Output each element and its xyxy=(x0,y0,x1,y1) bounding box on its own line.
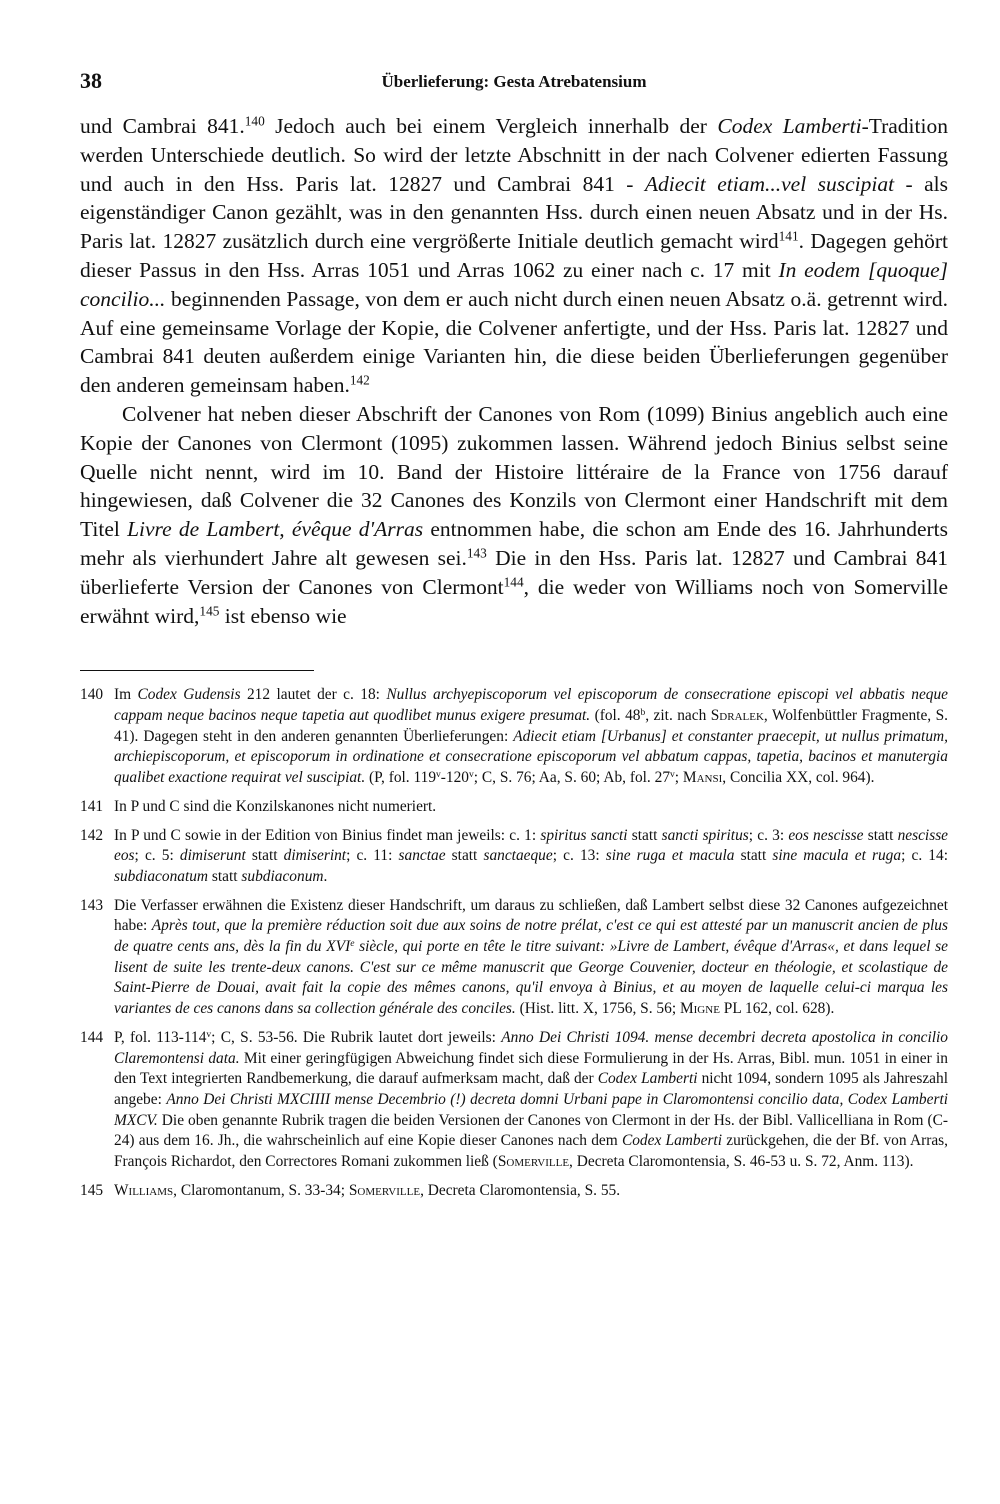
text-run: -Tradition werden Unterschiede deutlich. So wird der letzte Abschnitt in der nach Colvener edierten Fassung und auch in den Hss. Paris lat. 12827 und Cambrai 841 - xyxy=(80,114,948,196)
italic-text: Nullus archyepiscoporum vel episcoporum de consecratione episcopi vel abbatis neque cappam neque bacinos neque tapetia aut quodlibet munus exigere presumat. xyxy=(114,686,948,725)
small-caps-name: Migne xyxy=(679,1000,720,1018)
text-run: ; c. 11: xyxy=(346,847,399,865)
italic-text: eos nescisse xyxy=(788,826,864,844)
footnote xyxy=(80,797,948,818)
text-run: statt xyxy=(245,847,284,865)
italic-text: sine macula et ruga xyxy=(772,847,902,865)
italic-text: Livre de Lambert, évêque d'Arras xyxy=(127,517,424,542)
text-run: Jedoch auch bei einem Vergleich innerhalb der xyxy=(264,114,718,138)
text-run: In P und C sind die Konzilskanones nicht numeriert. xyxy=(114,797,437,815)
superscript: 144 xyxy=(503,574,524,590)
text-run: zurückgehen, die der Bf. von Arras, François Richardot, den Correctores Romani zukommen ließ ( xyxy=(114,1132,948,1171)
text-run: , Concilia XX, col. 964). xyxy=(722,769,875,787)
small-caps-name: Somerville xyxy=(497,1153,570,1171)
superscript: 141 xyxy=(778,228,799,244)
text-run: (P, fol. 119 xyxy=(365,769,437,787)
text-run: (fol. 48 xyxy=(590,707,641,725)
footnotes xyxy=(80,685,948,1201)
text-run: ; c. 14: xyxy=(901,847,948,865)
text-run: ist ebenso wie xyxy=(219,603,347,628)
text-run: , Claromontanum, S. 33-34; xyxy=(173,1181,349,1199)
text-run: , die weder von Williams noch von Somerville erwähnt wird, xyxy=(80,574,949,628)
text-run: statt xyxy=(627,826,662,844)
small-caps-name: Sdralek xyxy=(710,707,764,725)
italic-text: dimiserunt xyxy=(179,847,246,865)
superscript: 142 xyxy=(349,372,370,388)
text-run: statt xyxy=(863,826,898,844)
superscript: e xyxy=(350,937,355,949)
text-run: PL 162, col. 628). xyxy=(719,1000,835,1018)
footnote-text xyxy=(114,1029,948,1170)
small-caps-name: Mansi xyxy=(682,769,723,787)
footnote xyxy=(80,1028,948,1173)
text-run: Colvener hat neben dieser Abschrift der Canones von Rom (1099) Binius angeblich auch eine Kopie der Canones von Clermont (1095) zukommen lassen. Während jedoch Binius selbst seine Quelle nicht nennt, wird im 10. Band der Histoire littéraire de la France von 1756 darauf hingewiesen, daß Colvener die 32 Canones des Konzils von Clermont einer Handschrift mit dem Titel xyxy=(80,401,948,542)
text-run: -120 xyxy=(440,769,469,787)
text-run: Die oben genannte Rubrik tragen die beiden Versionen der Canones von Clermont in der Hs. der Bibl. Vallicelliana in Rom (C-24) aus dem 16. Jh., die wahrscheinlich auf eine Kopie dieser Canones nach dem xyxy=(114,1111,948,1150)
footnote-separator xyxy=(80,670,314,671)
italic-text: Anno Dei Christi 1094. mense decembri decreta apostolica in concilio Claremontensi data. xyxy=(114,1028,948,1067)
page xyxy=(80,62,948,1210)
text-run: statt xyxy=(208,867,242,885)
paragraph xyxy=(80,400,948,630)
footnote-text xyxy=(114,686,948,786)
text-run: - als eigenständiger Canon gezählt, was in den genannten Hss. durch einen neuen Absatz und in der Hs. Paris lat. 12827 zusätzlich durch eine vergrößerte Initiale deutlich gemacht wird xyxy=(80,171,949,254)
italic-text: Codex Gudensis xyxy=(137,686,241,704)
text-run: In P und C sowie in der Edition von Binius findet man jeweils: c. 1: xyxy=(114,826,541,844)
small-caps-name: Williams xyxy=(114,1181,174,1199)
paragraph xyxy=(80,112,948,400)
superscript: 145 xyxy=(199,603,220,619)
running-title: Überlieferung: Gesta Atrebatensium xyxy=(381,72,647,91)
superscript: v xyxy=(670,768,675,780)
text-run: Mit einer geringfügigen Abweichung findet sich diese Formulierung in der Hs. Arras, Bibl. mun. 1051 in einer in den Text integrierten Randbemerkung, die darauf aufmerksam macht, daß der xyxy=(114,1049,948,1088)
italic-text: sanctae xyxy=(398,847,446,865)
text-run: , Decreta Claromontensia, S. 46-53 u. S. 72, Anm. 113). xyxy=(569,1153,914,1171)
footnote-number: 140 xyxy=(80,686,104,704)
footnote xyxy=(80,826,948,888)
italic-text: spiritus sancti xyxy=(540,826,628,844)
page-header xyxy=(80,62,948,98)
footnote-number: 142 xyxy=(80,826,104,844)
footnote xyxy=(80,1181,948,1202)
text-run: . xyxy=(323,867,328,885)
footnote-text xyxy=(114,798,436,815)
text-run: ; c. 13: xyxy=(552,847,606,865)
text-run: nicht 1094, sondern 1095 als Jahreszahl angebe: xyxy=(114,1070,948,1108)
body-text xyxy=(80,112,948,630)
text-run: ; C, S. 76; Aa, S. 60; Ab, fol. 27 xyxy=(473,769,671,787)
footnote-text xyxy=(114,827,948,885)
text-run: beginnenden Passage, von dem er auch nicht durch einen neuen Absatz o.ä. getrennt wird. Auf eine gemeinsame Vorlage der Kopie, die Colvener anfertigte, und der Hss. Paris lat. 12827 und Cambrai 841 deuten außerdem einige Varianten hin, die diese beiden Überlieferungen gegenüber den anderen gemeinsam haben. xyxy=(80,286,948,398)
italic-text: sanctaeque xyxy=(483,847,553,865)
text-run: statt xyxy=(734,847,773,865)
superscript: v xyxy=(436,768,441,780)
page-number: 38 xyxy=(80,68,102,93)
text-run: (Hist. litt. X, 1756, S. 56; xyxy=(515,1000,680,1018)
italic-text: dimiserint xyxy=(283,847,347,865)
italic-text: nescisse eos xyxy=(114,826,949,865)
footnote-text xyxy=(114,1182,620,1199)
italic-text: subdiaconatum xyxy=(114,867,209,885)
superscript: v xyxy=(469,768,474,780)
text-run: Im xyxy=(114,686,138,704)
text-run: ; c. 3: xyxy=(748,826,789,844)
footnote-number: 144 xyxy=(80,1028,104,1046)
text-run: ; xyxy=(674,769,683,787)
superscript: 140 xyxy=(244,113,265,129)
text-run: und Cambrai 841. xyxy=(80,114,245,138)
text-run: , zit. nach xyxy=(645,707,711,725)
italic-text: Anno Dei Christi MXCIIII mense Decembrio (!) decreta domni Urbani pape in Claromontensi concilio data, Codex Lamberti MXCV. xyxy=(114,1091,949,1129)
footnote xyxy=(80,896,948,1020)
superscript: 143 xyxy=(466,545,487,561)
footnote xyxy=(80,685,948,789)
small-caps-name: Somerville xyxy=(348,1181,421,1199)
text-run: ; C, S. 53-56. Die Rubrik lautet dort jeweils: xyxy=(211,1028,502,1046)
italic-text: Adiecit etiam [Urbanus] et constanter praecepit, ut nullus primatum, archiepiscoporum, et episcoporum in ordinatione et consecratione episcoporum vel abbatum cappas, tapetia, bacinos et manutergia qualibet exactione requirat vel suscipiat. xyxy=(114,727,948,787)
text-run: entnommen habe, die schon am Ende des 16. Jahrhunderts mehr als vierhundert Jahre alt gewesen sei. xyxy=(80,517,949,570)
text-run: . Dagegen gehört dieser Passus in den Hss. Arras 1051 und Arras 1062 zu einer nach c. 17 mit xyxy=(80,229,948,282)
superscript: b xyxy=(640,706,646,718)
italic-text: Codex Lamberti xyxy=(621,1132,722,1150)
text-run: , Wolfenbüttler Fragmente, S. 41). Dagegen steht in den anderen genannten Überlieferungen: xyxy=(114,707,948,745)
italic-text: sine ruga et macula xyxy=(605,847,735,865)
italic-text: subdiaconum xyxy=(241,867,324,885)
italic-text: Codex Lamberti xyxy=(717,114,862,138)
text-run: statt xyxy=(445,847,484,865)
text-run: , Decreta Claromontensia, S. 55. xyxy=(420,1181,621,1199)
text-run: ; c. 5: xyxy=(134,847,180,865)
italic-text: Après tout, que la première réduction soit due aux soins de notre prélat, c'est ce qui est attesté par un manuscrit ancien de plus de quatre cents ans, dès la fin du XVI xyxy=(114,917,948,956)
text-run: 212 lautet der c. 18: xyxy=(240,686,387,704)
italic-text: Adiecit etiam...vel suscipiat xyxy=(644,171,895,196)
footnote-number: 143 xyxy=(80,896,104,914)
italic-text: sancti spiritus xyxy=(661,826,749,844)
footnote-number: 141 xyxy=(80,797,104,815)
italic-text: In eodem [quoque] concilio... xyxy=(80,257,948,311)
footnote-text xyxy=(114,897,948,1018)
text-run: Die in den Hss. Paris lat. 12827 und Cambrai 841 überlieferte Version der Canones von Clermont xyxy=(80,545,949,599)
footnote-number: 145 xyxy=(80,1181,104,1199)
superscript: v xyxy=(206,1028,212,1040)
text-run: Die Verfasser erwähnen die Existenz dieser Handschrift, um daraus zu schließen, daß Lambert selbst diese 32 Canones aufgezeichnet habe: xyxy=(114,896,948,935)
italic-text: Codex Lamberti xyxy=(597,1070,698,1088)
text-run: P, fol. 113-114 xyxy=(114,1028,207,1046)
italic-text: siècle, qui porte en tête le titre suivant: »Livre de Lambert, évêque d'Arras«, et dans lequel se lisent de suite les trente-deux canons. C'est sur ce même manuscrit que George Couvenier, docteur en théologie, et scolastique de Saint-Pierre de Douai, avait fait la copie des mêmes canons, qu'il envoya à Binius, et au moyen de laquelle celui-ci marqua les variantes de ces canons dans sa collection générale des conciles. xyxy=(114,938,948,1018)
